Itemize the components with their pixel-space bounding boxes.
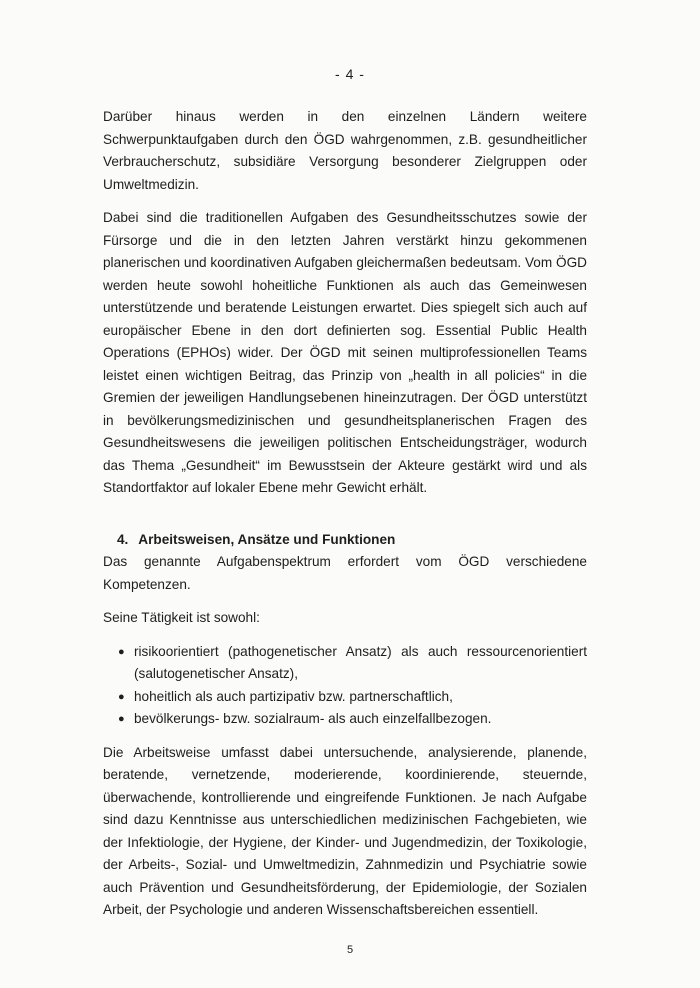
section-title: Arbeitsweisen, Ansätze und Funktionen: [138, 531, 396, 547]
section-intro-1: Das genannte Aufgabenspektrum erfordert vom ÖGD verschiedene Kompetenzen.: [103, 554, 587, 592]
list-item: [103, 686, 587, 709]
list-item-text: risikoorientiert (pathogenetischer Ansatz) als auch ressourcenorientiert (salutogenetischer Ansatz),: [134, 643, 587, 681]
bullet-icon: ●: [118, 645, 125, 658]
paragraph-1: Darüber hinaus werden in den einzelnen Ländern weitere Schwerpunktaufgaben durch den ÖGD wahrgenommen, z.B. gesundheitlicher Verbraucherschutz, subsidiäre Versorgung besonderer Zielgruppen oder Umweltmedizin.: [103, 109, 587, 192]
list-item: [103, 708, 587, 731]
bullet-icon: ●: [118, 690, 125, 703]
page-number: 5: [346, 944, 354, 956]
list-item-text: hoheitlich als auch partizipativ bzw. partnerschaftlich,: [134, 688, 453, 704]
bullet-list: [103, 641, 587, 731]
closing-paragraph: Die Arbeitsweise umfasst dabei untersuchende, analysierende, planende, beratende, vernetzende, moderierende, koordinierende, steuernde, überwachende, kontrollierende und eingreifende Funktionen. Je nach Aufgabe sind dazu Kenntnisse aus unterschiedlichen medizinischen Fachgebieten, wie der Infektiologie, der Hygiene, der Kinder- und Jugendmedizin, der Toxikologie, der Arbeits-, Sozial- und Umweltmedizin, Zahnmedizin und Psychiatrie sowie auch Prävention und Gesundheitsförderung, der Epidemiologie, der Sozialen Arbeit, der Psychologie und anderen Wissenschaftsbereichen essentiell.: [103, 744, 587, 917]
section-number: 4.: [117, 531, 129, 547]
bullet-icon: ●: [118, 713, 125, 725]
document-body: [103, 106, 587, 933]
page-marker: - 4 -: [335, 66, 365, 82]
section-intro-2: Seine Tätigkeit ist sowohl:: [103, 610, 260, 625]
section-heading: [103, 529, 587, 552]
list-item-text: bevölkerungs- bzw. sozialraum- als auch einzelfallbezogen.: [134, 711, 492, 726]
list-item: [103, 641, 587, 686]
paragraph-2: Dabei sind die traditionellen Aufgaben des Gesundheitsschutzes sowie der Fürsorge und die in den letzten Jahren verstärkt hinzu gekommenen planerischen und koordinativen Aufgaben gleichermaßen bedeutsam. Vom ÖGD werden heute sowohl hoheitliche Funktionen als auch das Gemeinwesen unterstützende und beratende Leistungen erwartet. Dies spiegelt sich auch auf europäischer Ebene in den dort definierten sog. Essential Public Health Operations (EPHOs) wider. Der ÖGD mit seinen multiprofessionellen Teams leistet einen wichtigen Beitrag, das Prinzip von „health in all policies“ in die Gremien der jeweiligen Handlungsebenen hineinzutragen. Der ÖGD unterstützt in bevölkerungsmedizinischen und gesundheitsplanerischen Fragen des Gesundheitswesens die jeweiligen politischen Entscheidungsträger, wodurch das Thema „Gesundheit“ im Bewusstsein der Akteure gestärkt wird und als Standortfaktor auf lokaler Ebene mehr Gewicht erhält.: [103, 210, 587, 495]
